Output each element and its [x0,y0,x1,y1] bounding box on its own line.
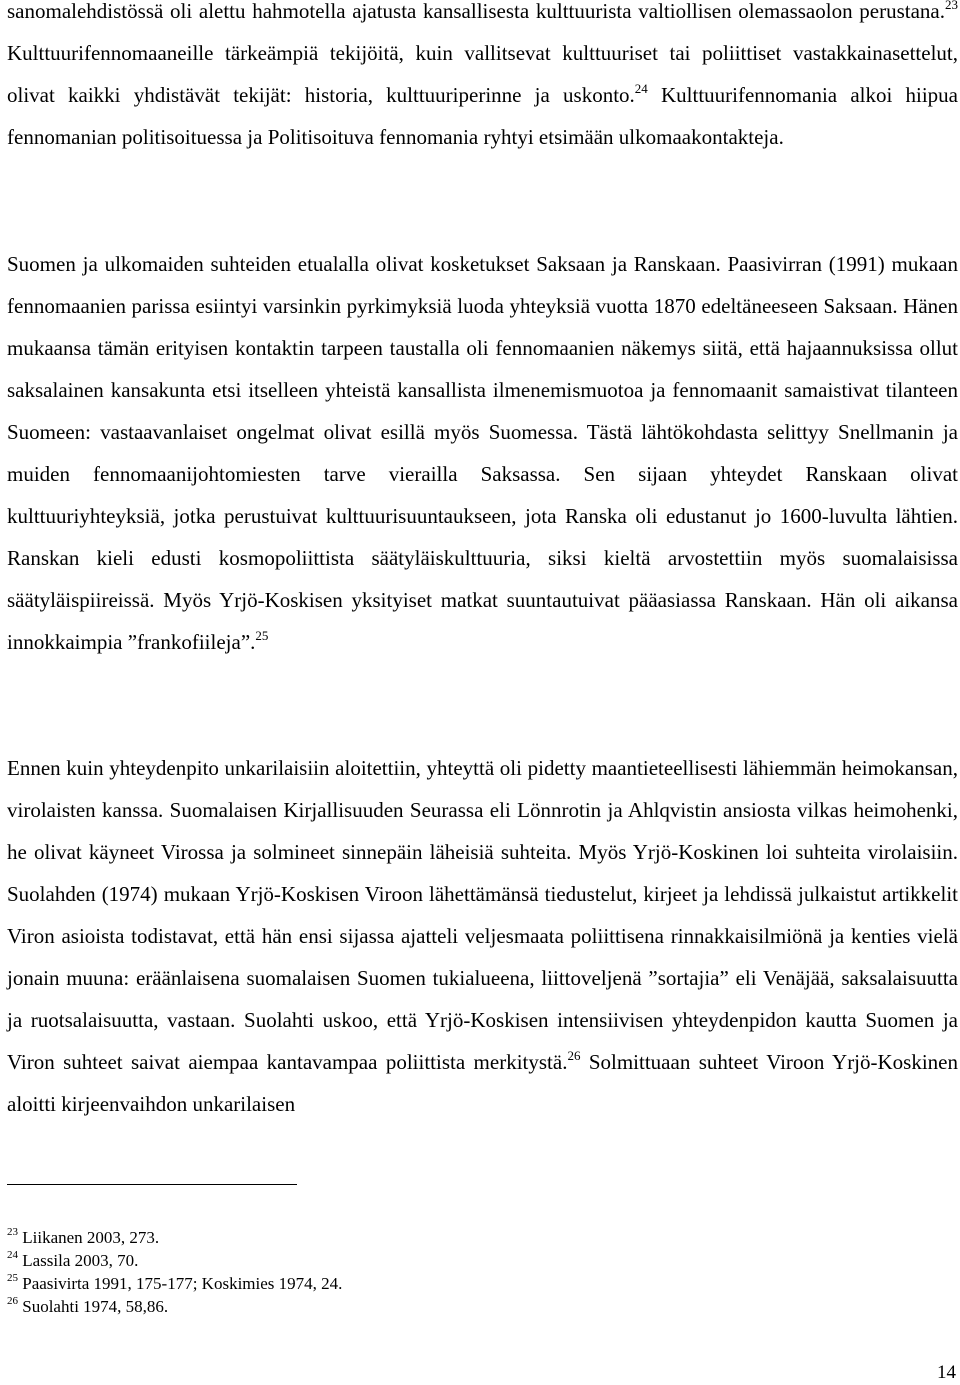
footnote-reference: 23 [945,0,958,12]
paragraph-text [7,243,958,663]
footnote-text: Suolahti 1974, 58,86. [22,1297,169,1316]
footnote-number: 25 [7,1272,18,1284]
text-run: Suomen ja ulkomaiden suhteiden etualalla olivat kosketukset Saksaan ja Ranskaan. Paasivirran (1991) mukaan fennomaanien parissa esiintyi varsinkin pyrkimyksiä luoda yhteyksiä vuotta 1870 edeltäneeseen Saksaan. Hänen mukaansa tämän erityisen kontaktin tarpeen taustalla oli fennomaanien näkemys siitä, että hajaannuksissa ollut saksalainen kansakunta etsi itselleen yhteistä kansallista ilmenemismuotoa ja fennomaanit samaistivat tilanteen Suomeen: vastaavanlaiset ongelmat olivat esillä myös Suomessa. Tästä lähtökohdasta selittyy Snellmanin ja muiden fennomaanijohtomiesten tarve vierailla Saksassa. Sen sijaan yhteydet Ranskaan olivat kulttuuriyhteyksiä, jotka perustuivat kulttuurisuuntaukseen, jota Ranska oli edustanut jo 1600-luvulta lähtien. Ranskan kieli edusti kosmopoliittista säätyläiskulttuuria, siksi kieltä arvostettiin myös suomalaisissa säätyläispiireissä. Myös Yrjö-Koskisen yksityiset matkat suuntautuivat pääasiassa Ranskaan. Hän oli aikansa innokkaimpia ”frankofiileja”. [7,252,958,654]
footnote-item [7,1226,342,1249]
footnote-reference: 26 [567,1048,581,1063]
footnote-number: 24 [7,1249,18,1261]
footnote-text: Paasivirta 1991, 175-177; Koskimies 1974, 24. [22,1274,343,1293]
footnote-reference: 24 [634,81,648,96]
footnote-item [7,1249,342,1272]
footnote-text: Liikanen 2003, 273. [22,1228,160,1247]
text-run: Kulttuurifennomaaneille tärkeämpiä tekijöitä, kuin vallitsevat kulttuuriset tai poliittiset vastakkainasettelut, olivat kaikki yhdistävät tekijät: historia, kulttuuriperinne ja uskonto. [7,41,958,107]
text-run: Solmittuaan suhteet Viroon Yrjö-Koskinen aloitti kirjeenvaihdon unkarilaisen [7,1050,959,1116]
footnotes [7,1226,342,1318]
page-number: 14 [937,1362,956,1383]
footnote-reference: 25 [255,628,269,643]
text-run: Ennen kuin yhteydenpito unkarilaisiin aloitettiin, yhteyttä oli pidetty maantieteellisesti lähiemmän heimokansan, virolaisten kanssa. Suomalaisen Kirjallisuuden Seurassa eli Lönnrotin ja Ahlqvistin ansiosta vilkas heimohenki, he olivat käyneet Virossa ja solmineet sinnepäin läheisiä suhteita. Myös Yrjö-Koskinen loi suhteita virolaisiin. Suolahden (1974) mukaan Yrjö-Koskisen Viroon lähettämänsä tiedustelut, kirjeet ja lehdissä julkaistut artikkelit Viron asioista todistavat, että hän ensi sijassa ajatteli veljesmaata poliittisena rinnakkaisilmiönä ja kenties vielä jonain muuna: eräänlaisena suomalaisen Suomen tukialueena, liittoveljenä ”sortajia” eli Venäjää, saksalaisuutta ja ruotsalaisuutta, vastaan. Suolahti uskoo, että Yrjö-Koskisen intensiivisen yhteydenpidon kautta Suomen ja Viron suhteet saivat aiempaa kantavampaa poliittista merkitystä. [7,756,958,1074]
paragraph-text [7,747,958,1125]
footnote-separator [7,1184,297,1185]
text-run: sanomalehdistössä oli alettu hahmotella ajatusta kansallisesta kulttuurista valtiollisen olemassaolon perustana. [7,0,945,23]
paragraph-2 [7,243,958,663]
paragraph-text [7,0,958,158]
paragraph-3 [7,747,958,1125]
footnote-item [7,1272,342,1295]
text-run: Kulttuurifennomania alkoi hiipua fennomanian politisoituessa ja Politisoituva fennomania ryhtyi etsimään ulkomaakontakteja. [7,83,958,149]
paragraph-1 [7,0,958,158]
footnote-number: 23 [7,1226,18,1238]
footnote-number: 26 [7,1295,18,1307]
footnote-item [7,1295,342,1318]
footnote-text: Lassila 2003, 70. [22,1251,139,1270]
